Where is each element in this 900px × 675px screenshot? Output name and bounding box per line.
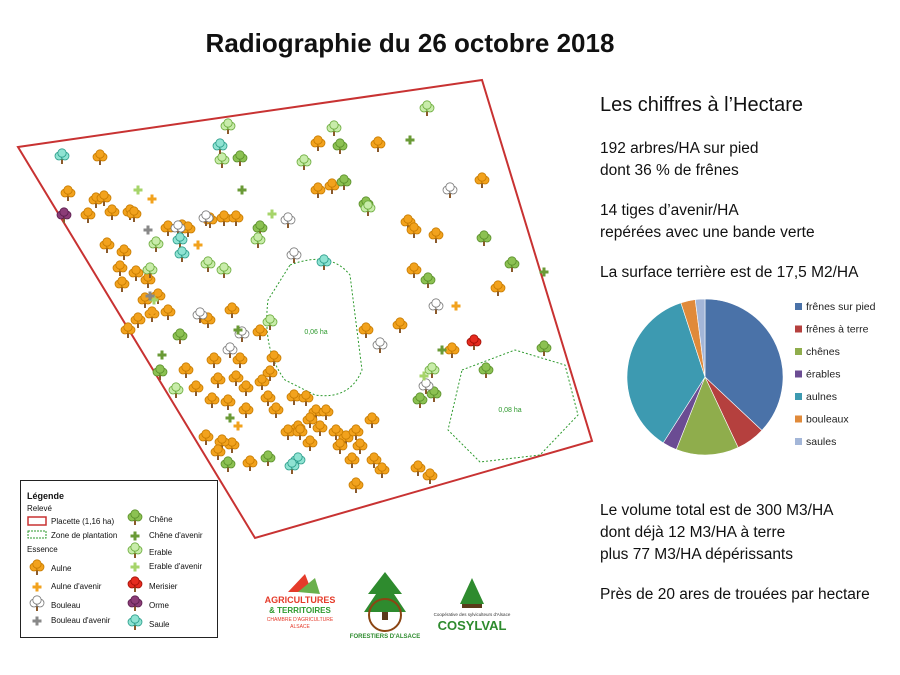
legend-zone: Zone de plantation — [51, 531, 118, 540]
gaps-block — [600, 584, 895, 606]
erable-tree-marker — [169, 383, 183, 398]
page-title: Radiographie du 26 octobre 2018 — [205, 28, 615, 58]
stats-future — [600, 200, 895, 244]
species-pie-chart — [600, 295, 895, 470]
pie-legend-swatch — [795, 438, 802, 445]
zone-label-1: 0,06 ha — [304, 329, 328, 336]
erable-avenir-marker — [268, 210, 277, 219]
bouleau-tree-marker — [223, 343, 237, 358]
chene-avenir-legend-icon — [131, 532, 140, 541]
aulne-tree-marker — [61, 186, 75, 201]
pie-legend-swatch — [795, 393, 802, 400]
aulne-tree-marker — [365, 413, 379, 428]
pie-legend-swatch — [795, 371, 802, 378]
forestiers-text: FORESTIERS D'ALSACE — [349, 634, 421, 640]
aulne-tree-marker — [161, 305, 175, 320]
pie-legend-swatch — [795, 326, 802, 333]
plantation-zone-1 — [267, 259, 362, 395]
aulne-tree-marker — [303, 436, 317, 451]
aulne-tree-marker — [375, 463, 389, 478]
partner-logos — [260, 570, 530, 640]
chene-tree-marker — [221, 457, 235, 472]
saule-legend-icon — [128, 615, 142, 630]
aulne-tree-marker — [189, 381, 203, 396]
aulne-tree-marker — [359, 323, 373, 338]
aulne-tree-marker — [239, 381, 253, 396]
pie-legend-swatch — [795, 416, 802, 423]
aulne-tree-marker — [229, 211, 243, 226]
stats-line-4: repérées avec une bande verte — [600, 224, 815, 241]
aulne-tree-marker — [105, 205, 119, 220]
erable-tree-marker — [149, 237, 163, 252]
erable-tree-marker — [215, 153, 229, 168]
saule-tree-marker — [175, 247, 189, 262]
stats-line-8: plus 77 M3/HA dépérissants — [600, 546, 793, 563]
stats-trees — [600, 138, 895, 182]
legend-orme: Orme — [149, 601, 169, 610]
volume-panel — [600, 500, 895, 624]
cosylval-text: COSYLVAL — [437, 618, 507, 633]
pie-legend-label: érables — [806, 368, 841, 381]
stats-basal — [600, 262, 895, 284]
chene-avenir-marker — [226, 414, 235, 423]
agricultures-logo — [265, 574, 336, 630]
saule-tree-marker — [55, 149, 69, 164]
stats-line-5: La surface terrière est de 17,5 M2/HA — [600, 264, 859, 281]
aulne-tree-marker — [411, 461, 425, 476]
volume-block — [600, 500, 895, 566]
aulne-tree-marker — [225, 303, 239, 318]
aulne-tree-marker — [205, 393, 219, 408]
pie-legend-label: frênes sur pied — [806, 301, 876, 313]
chene-tree-marker — [173, 329, 187, 344]
bouleau-avenir-marker — [144, 226, 153, 235]
cosylval-logo — [434, 578, 511, 633]
legend-aulne-avenir: Aulne d'avenir — [51, 582, 102, 591]
aulne-avenir-marker — [234, 422, 243, 431]
pie-legend-swatch — [795, 348, 802, 355]
aulne-tree-marker — [93, 150, 107, 165]
aulne-avenir-marker — [148, 195, 157, 204]
legend-saule: Saule — [149, 620, 170, 629]
aulne-tree-marker — [345, 453, 359, 468]
aulne-tree-marker — [423, 469, 437, 484]
chene-tree-marker — [233, 151, 247, 166]
saule-tree-marker — [173, 233, 187, 248]
pie-legend-label: aulnes — [806, 391, 837, 403]
bouleau-legend-icon — [30, 596, 44, 611]
aulne-tree-marker — [211, 373, 225, 388]
aulne-tree-marker — [475, 173, 489, 188]
aulne-tree-marker — [267, 351, 281, 366]
pie-legend-swatch — [795, 303, 802, 310]
chene-tree-marker — [413, 393, 427, 408]
stats-line-2: dont 36 % de frênes — [600, 162, 739, 179]
erable-tree-marker — [263, 315, 277, 330]
chene-tree-marker — [537, 341, 551, 356]
aulne-tree-marker — [253, 325, 267, 340]
erable-tree-marker — [297, 155, 311, 170]
chene-tree-marker — [337, 175, 351, 190]
aulne-tree-marker — [349, 478, 363, 493]
aulne-tree-marker — [100, 238, 114, 253]
pie-legend-label: saules — [806, 436, 837, 448]
legend-chene-avenir: Chêne d'avenir — [149, 531, 203, 540]
saule-tree-marker — [213, 139, 227, 154]
erable-tree-marker — [201, 257, 215, 272]
plantation-zone-2 — [448, 350, 578, 462]
aulne-legend-icon — [30, 560, 44, 575]
aulne-tree-marker — [81, 208, 95, 223]
aulne-tree-marker — [311, 183, 325, 198]
erable-tree-marker — [221, 119, 235, 134]
saule-tree-marker — [317, 255, 331, 270]
aulne-tree-marker — [207, 353, 221, 368]
aulne-tree-marker — [353, 439, 367, 454]
legend-essence: Essence — [27, 545, 58, 554]
chene-tree-marker — [479, 363, 493, 378]
chene-avenir-marker — [438, 346, 447, 355]
legend-releve: Relevé — [27, 504, 52, 513]
aulne-avenir-marker — [452, 302, 461, 311]
bouleau-tree-marker — [429, 299, 443, 314]
aulne-tree-marker — [311, 136, 325, 151]
chene-tree-marker — [333, 139, 347, 154]
merisier-tree-marker — [467, 335, 481, 350]
chene-avenir-marker — [238, 186, 247, 195]
orme-legend-icon — [128, 596, 142, 611]
legend-erable-avenir: Erable d'avenir — [149, 562, 203, 571]
stats-line-6: Le volume total est de 300 M3/HA — [600, 502, 834, 519]
aulne-tree-marker — [113, 261, 127, 276]
bouleau-tree-marker — [373, 338, 387, 353]
erable-avenir-legend-icon — [131, 563, 140, 572]
legend-bouleau-avenir: Bouleau d'avenir — [51, 616, 111, 625]
legend-erable: Erable — [149, 548, 173, 557]
agri-line-4: ALSACE — [290, 624, 310, 630]
stats-heading: Les chiffres à l’Hectare — [600, 94, 804, 116]
pie-legend-label: frênes à terre — [806, 323, 869, 336]
chene-legend-icon — [128, 510, 142, 525]
chene-tree-marker — [421, 273, 435, 288]
chene-tree-marker — [505, 257, 519, 272]
bouleau-avenir-legend-icon — [33, 617, 42, 626]
orme-tree-marker — [57, 208, 71, 223]
aulne-avenir-legend-icon — [33, 583, 42, 592]
stats-line-3: 14 tiges d’avenir/HA — [600, 202, 739, 219]
aulne-tree-marker — [117, 245, 131, 260]
aulne-tree-marker — [229, 371, 243, 386]
stats-line-7: dont déjà 12 M3/HA à terre — [600, 524, 786, 541]
agri-line-2: & TERRITOIRES — [269, 606, 331, 615]
aulne-tree-marker — [239, 403, 253, 418]
forestiers-logo — [350, 572, 420, 640]
erable-tree-marker — [420, 101, 434, 116]
chene-tree-marker — [477, 231, 491, 246]
aulne-tree-marker — [115, 277, 129, 292]
bouleau-tree-marker — [281, 213, 295, 228]
aulne-tree-marker — [269, 403, 283, 418]
pie-legend-label: bouleaux — [806, 413, 849, 426]
legend-symbols — [21, 481, 217, 637]
aulne-tree-marker — [319, 405, 333, 420]
aulne-tree-marker — [491, 281, 505, 296]
aulne-tree-marker — [199, 430, 213, 445]
legend-title: Légende — [27, 491, 65, 501]
legend-bouleau: Bouleau — [51, 601, 81, 610]
placette-boundary — [18, 80, 592, 538]
chene-tree-marker — [153, 365, 167, 380]
erable-tree-marker — [251, 233, 265, 248]
aulne-tree-marker — [141, 273, 155, 288]
legend-merisier: Merisier — [149, 582, 178, 591]
agri-line-3: CHAMBRE D'AGRICULTURE — [266, 617, 334, 623]
aulne-tree-marker — [445, 343, 459, 358]
erable-tree-marker — [327, 121, 341, 136]
legend-chene: Chêne — [149, 515, 173, 524]
legend-placette: Placette (1,16 ha) — [51, 517, 115, 526]
tree-markers — [55, 101, 551, 493]
stats-line-1: 192 arbres/HA sur pied — [600, 140, 759, 157]
cosylval-caption: Coopérative des sylviculteurs d'Alsace — [433, 612, 511, 617]
aulne-avenir-marker — [194, 241, 203, 250]
stats-line-9: Près de 20 ares de trouées par hectare — [600, 586, 870, 603]
aulne-tree-marker — [429, 228, 443, 243]
aulne-tree-marker — [221, 395, 235, 410]
aulne-tree-marker — [393, 318, 407, 333]
bouleau-tree-marker — [443, 183, 457, 198]
chene-avenir-marker — [158, 351, 167, 360]
chene-avenir-marker — [406, 136, 415, 145]
zone-label-2: 0,08 ha — [498, 407, 522, 414]
aulne-tree-marker — [407, 263, 421, 278]
aulne-tree-marker — [131, 313, 145, 328]
bouleau-tree-marker — [287, 248, 301, 263]
chene-tree-marker — [261, 451, 275, 466]
stats-panel — [600, 94, 895, 302]
legend-aulne: Aulne — [51, 564, 72, 573]
aulne-tree-marker — [179, 363, 193, 378]
erable-legend-icon — [128, 543, 142, 558]
erable-avenir-marker — [134, 186, 143, 195]
aulne-tree-marker — [243, 456, 257, 471]
aulne-tree-marker — [233, 353, 247, 368]
map-legend — [20, 480, 218, 638]
merisier-legend-icon — [128, 577, 142, 592]
agri-line-1: AGRICULTURES — [264, 595, 336, 605]
erable-tree-marker — [217, 263, 231, 278]
aulne-tree-marker — [371, 137, 385, 152]
pie-legend-label: chênes — [806, 346, 840, 358]
